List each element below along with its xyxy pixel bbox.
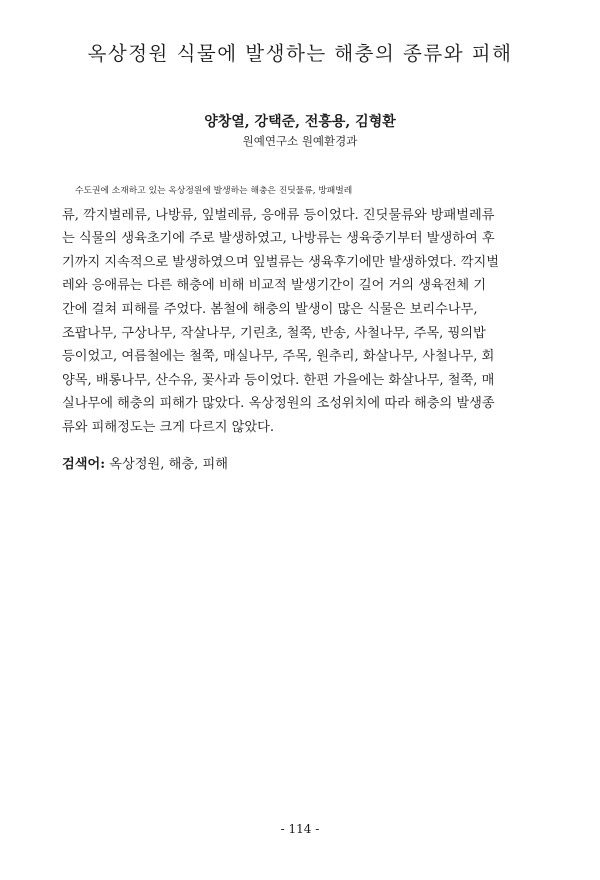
affiliation: 원예연구소 원예환경과 <box>242 134 358 148</box>
paper-title: 옥상정원 식물에 발생하는 해충의 종류와 피해 <box>87 42 513 65</box>
abstract-line: 양목, 배롱나무, 산수유, 꽃사과 등이었다. 한편 가을에는 화살나무, 철쭉, 매 <box>62 372 495 388</box>
abstract-line: 류와 피해정도는 크게 다르지 않았다. <box>62 419 275 435</box>
abstract-line: 기까지 지속적으로 발생하였으며 잎벌류는 생육후기에만 발생하였다. 깍지벌 <box>62 254 499 270</box>
keywords-value: 옥상정원, 해충, 피해 <box>105 457 228 472</box>
abstract-line: 조팝나무, 구상나무, 작살나무, 기린초, 철쭉, 반송, 사철나무, 주목, 꿩의밥 <box>62 325 486 341</box>
abstract-line: 레와 응애류는 다른 해충에 비해 비교적 발생기간이 길어 거의 생육전체 기 <box>62 278 487 294</box>
abstract-line: 간에 걸쳐 피해를 주었다. 봄철에 해충의 발생이 많은 식물은 보리수나무, <box>62 301 478 317</box>
keywords-label: 검색어: <box>62 457 106 472</box>
abstract <box>62 180 545 440</box>
abstract-line: 류, 깍지벌레류, 나방류, 잎벌레류, 응애류 등이었다. 진딧물류와 방패벌레류 <box>62 207 495 223</box>
author-list: 양창열, 강택준, 전흥용, 김형환 <box>204 114 396 130</box>
abstract-line: 수도권에 소재하고 있는 옥상정원에 발생하는 해충은 진딧물류, 방패벌레 <box>75 186 353 196</box>
page-number: - 114 - <box>280 822 320 836</box>
keywords <box>62 453 228 472</box>
abstract-line: 는 식물의 생육초기에 주로 발생하였고, 나방류는 생육중기부터 발생하여 후 <box>62 231 495 247</box>
abstract-line: 실나무에 해충의 피해가 많았다. 옥상정원의 조성위치에 따라 해충의 발생종 <box>62 396 495 412</box>
abstract-line: 등이었고, 여름철에는 철쭉, 매실나무, 주목, 원추리, 화살나무, 사철나무, 회 <box>62 349 495 365</box>
